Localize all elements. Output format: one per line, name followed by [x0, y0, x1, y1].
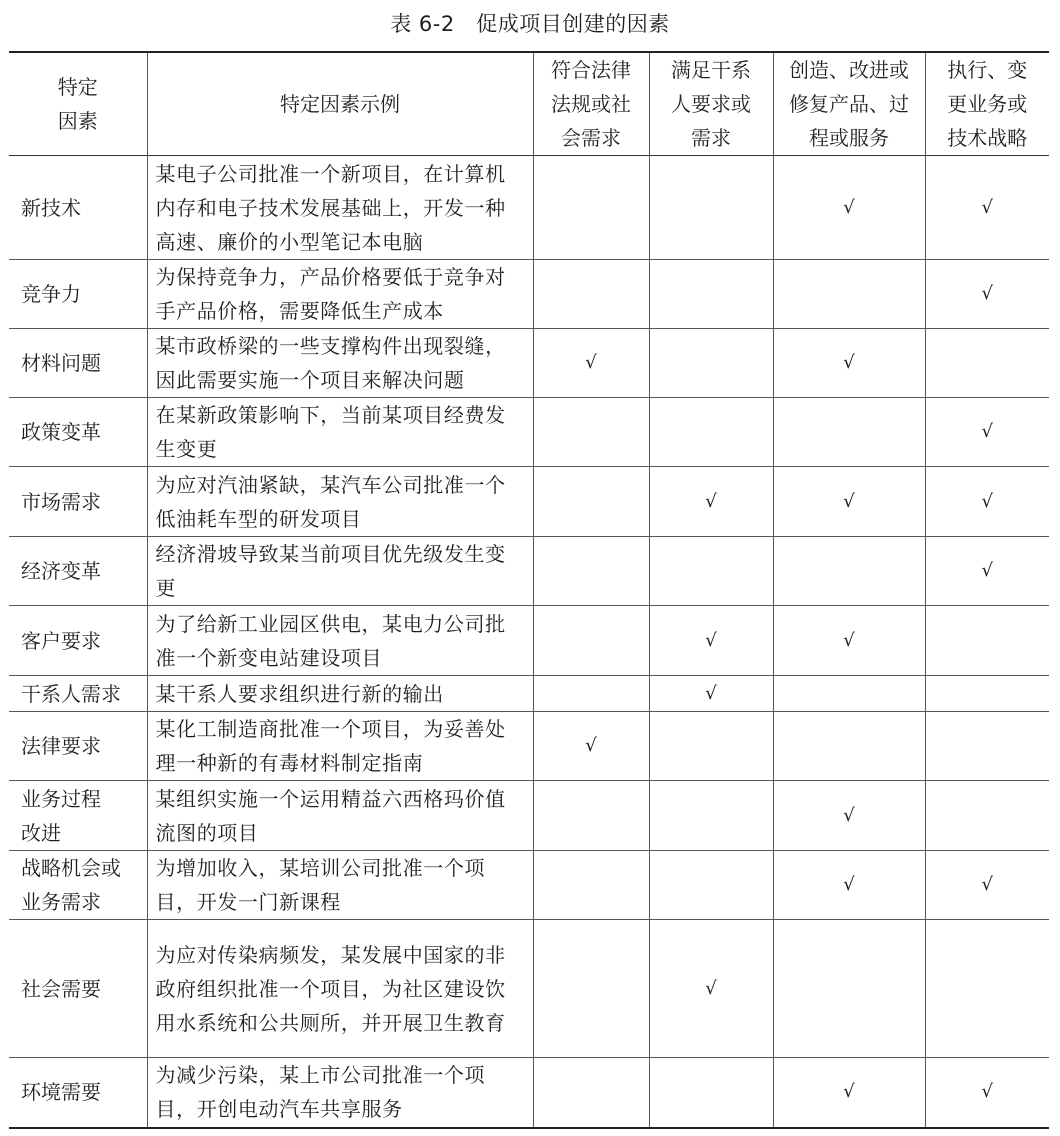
check-cell [649, 537, 773, 606]
check-cell [649, 920, 773, 1058]
example-cell: 某电子公司批准一个新项目，在计算机内存和电子技术发展基础上，开发一种高速、廉价的小型笔记本电脑 [147, 156, 533, 260]
check-mark-icon: √ [585, 735, 597, 756]
check-mark-icon: √ [843, 352, 855, 373]
check-cell [773, 329, 925, 398]
check-cell [773, 851, 925, 920]
check-mark-icon: √ [981, 490, 993, 512]
check-cell [533, 712, 649, 781]
check-cell [533, 329, 649, 398]
check-cell [925, 329, 1049, 398]
check-mark-icon: √ [843, 490, 855, 512]
check-cell [773, 1058, 925, 1128]
check-cell [925, 537, 1049, 606]
factor-cell: 经济变革 [9, 537, 147, 606]
example-cell: 某干系人要求组织进行新的输出 [147, 676, 533, 712]
table-row [9, 537, 1049, 606]
check-cell [533, 398, 649, 467]
check-cell [773, 676, 925, 712]
check-mark-icon: √ [843, 196, 855, 218]
check-mark-icon: √ [585, 352, 597, 373]
check-cell [773, 467, 925, 537]
table-header [9, 52, 1049, 156]
check-cell [533, 781, 649, 851]
check-mark-icon: √ [705, 977, 717, 999]
table-caption: 表 6-2 促成项目创建的因素 [390, 12, 670, 36]
check-mark-icon: √ [981, 1081, 993, 1103]
check-cell [649, 712, 773, 781]
header-product-process: 创造、改进或 修复产品、过 程或服务 [773, 52, 925, 156]
check-cell [925, 851, 1049, 920]
table-row [9, 781, 1049, 851]
example-cell: 为应对传染病频发，某发展中国家的非政府组织批准一个项目，为社区建设饮用水系统和公共厕所，并开展卫生教育 [147, 920, 533, 1058]
check-cell [649, 329, 773, 398]
check-cell [925, 467, 1049, 537]
check-cell [773, 398, 925, 467]
check-mark-icon: √ [843, 804, 855, 826]
check-cell [925, 398, 1049, 467]
check-cell [925, 1058, 1049, 1128]
factor-cell: 竞争力 [9, 260, 147, 329]
header-stakeholder: 满足干系 人要求或 需求 [649, 52, 773, 156]
factor-cell: 客户要求 [9, 606, 147, 676]
header-factor-example: 特定因素示例 [147, 52, 533, 156]
header-legal-social: 符合法律 法规或社 会需求 [533, 52, 649, 156]
check-mark-icon: √ [843, 1081, 855, 1103]
check-cell [533, 851, 649, 920]
check-cell [533, 1058, 649, 1128]
check-cell [649, 398, 773, 467]
example-cell: 为保持竞争力，产品价格要低于竞争对手产品价格，需要降低生产成本 [147, 260, 533, 329]
factor-cell: 材料问题 [9, 329, 147, 398]
check-mark-icon: √ [981, 560, 993, 581]
table-row [9, 920, 1049, 1058]
factor-cell: 法律要求 [9, 712, 147, 781]
check-mark-icon: √ [843, 874, 855, 895]
check-mark-icon: √ [981, 421, 993, 442]
table-row [9, 1058, 1049, 1128]
example-cell: 为应对汽油紧缺，某汽车公司批准一个低油耗车型的研发项目 [147, 467, 533, 537]
check-cell [649, 467, 773, 537]
check-cell [649, 260, 773, 329]
example-cell: 经济滑坡导致某当前项目优先级发生变更 [147, 537, 533, 606]
check-cell [649, 606, 773, 676]
check-cell [925, 920, 1049, 1058]
check-cell [649, 851, 773, 920]
table-row [9, 851, 1049, 920]
check-mark-icon: √ [843, 629, 855, 651]
table-row [9, 156, 1049, 260]
factor-cell: 业务过程 改进 [9, 781, 147, 851]
check-cell [925, 606, 1049, 676]
check-cell [925, 676, 1049, 712]
check-mark-icon: √ [705, 682, 717, 704]
check-cell [773, 537, 925, 606]
check-mark-icon: √ [981, 283, 993, 304]
table-row [9, 260, 1049, 329]
check-cell [773, 781, 925, 851]
check-cell [649, 1058, 773, 1128]
check-mark-icon: √ [705, 490, 717, 512]
example-cell: 某组织实施一个运用精益六西格玛价值流图的项目 [147, 781, 533, 851]
table-body [9, 156, 1049, 1128]
example-cell: 为了给新工业园区供电，某电力公司批准一个新变电站建设项目 [147, 606, 533, 676]
check-mark-icon: √ [705, 629, 717, 651]
factor-cell: 干系人需求 [9, 676, 147, 712]
check-cell [773, 712, 925, 781]
check-cell [533, 920, 649, 1058]
table-row [9, 606, 1049, 676]
factor-cell: 环境需要 [9, 1058, 147, 1128]
example-cell: 某市政桥梁的一些支撑构件出现裂缝，因此需要实施一个项目来解决问题 [147, 329, 533, 398]
check-cell [533, 156, 649, 260]
check-mark-icon: √ [981, 874, 993, 895]
factor-cell: 新技术 [9, 156, 147, 260]
check-cell [925, 781, 1049, 851]
check-cell [925, 156, 1049, 260]
header-row [9, 52, 1049, 156]
example-cell: 为减少污染，某上市公司批准一个项目，开创电动汽车共享服务 [147, 1058, 533, 1128]
check-cell [773, 156, 925, 260]
check-cell [649, 676, 773, 712]
header-business-strategy: 执行、变 更业务或 技术战略 [925, 52, 1049, 156]
check-cell [773, 606, 925, 676]
check-cell [533, 467, 649, 537]
example-cell: 在某新政策影响下，当前某项目经费发生变更 [147, 398, 533, 467]
table-row [9, 398, 1049, 467]
example-cell: 为增加收入，某培训公司批准一个项目，开发一门新课程 [147, 851, 533, 920]
table-row [9, 329, 1049, 398]
check-cell [773, 260, 925, 329]
factors-table [9, 51, 1049, 1129]
check-cell [533, 537, 649, 606]
header-specific-factor: 特定 因素 [9, 52, 147, 156]
check-mark-icon: √ [981, 196, 993, 218]
check-cell [533, 606, 649, 676]
check-cell [773, 920, 925, 1058]
factor-cell: 战略机会或 业务需求 [9, 851, 147, 920]
factor-cell: 市场需求 [9, 467, 147, 537]
check-cell [925, 712, 1049, 781]
check-cell [649, 781, 773, 851]
table-row [9, 467, 1049, 537]
table-row [9, 712, 1049, 781]
table-row [9, 676, 1049, 712]
factor-cell: 社会需要 [9, 920, 147, 1058]
factor-cell: 政策变革 [9, 398, 147, 467]
check-cell [649, 156, 773, 260]
example-cell: 某化工制造商批准一个项目，为妥善处理一种新的有毒材料制定指南 [147, 712, 533, 781]
check-cell [533, 676, 649, 712]
check-cell [925, 260, 1049, 329]
check-cell [533, 260, 649, 329]
